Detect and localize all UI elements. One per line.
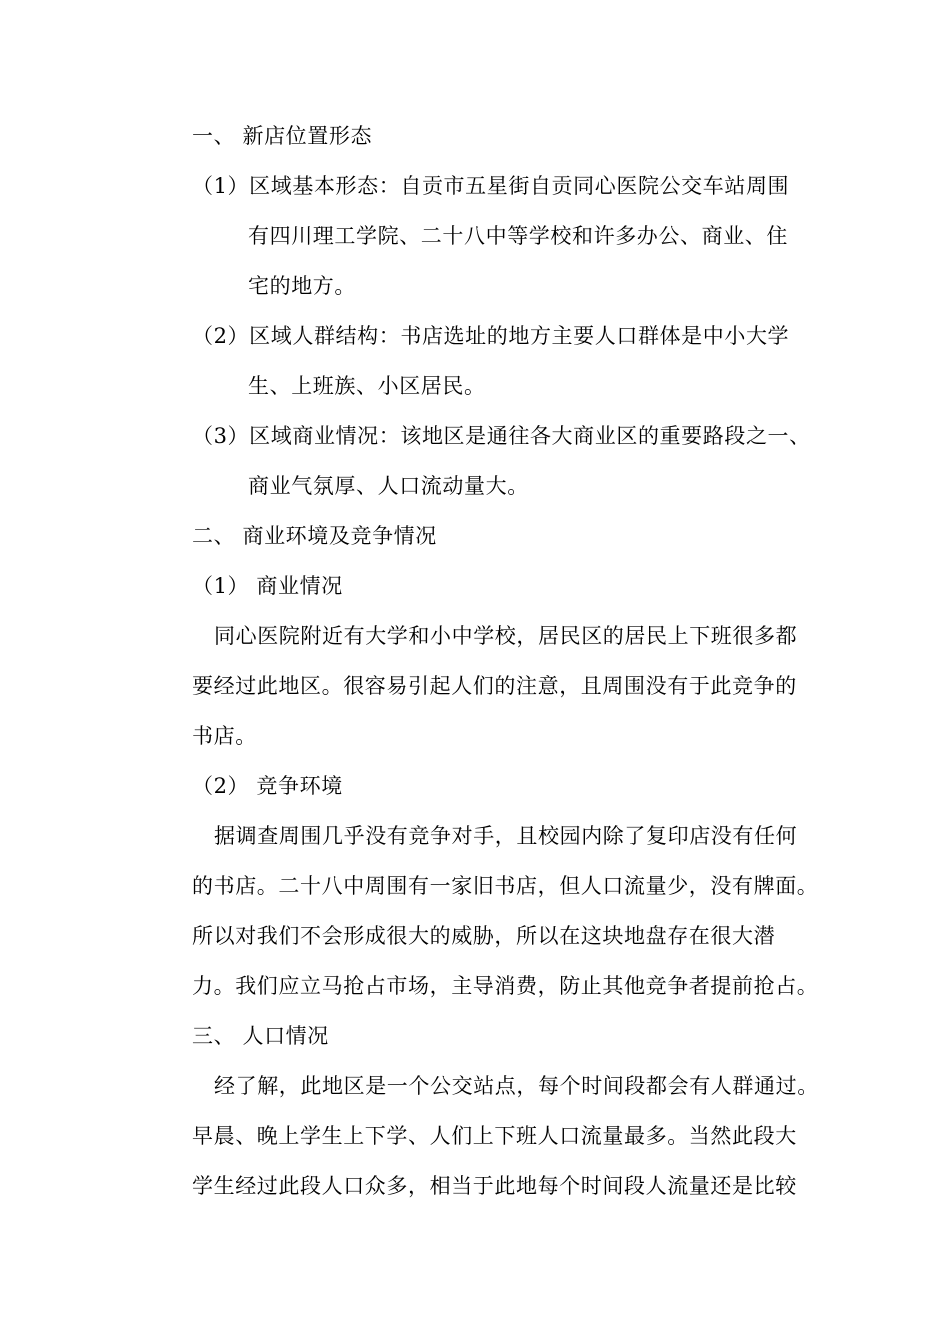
subheading-2-2: （2） 竞争环境 — [192, 774, 343, 798]
paragraph-2-1: 同心医院附近有大学和小中学校，居民区的居民上下班很多都 — [214, 624, 798, 648]
paragraph-2-2-line-2: 的书店。二十八中周围有一家旧书店，但人口流量少，没有牌面。 — [192, 874, 819, 898]
list-item-1-3: （3）区域商业情况：该地区是通往各大商业区的重要路段之一、 — [192, 424, 811, 448]
paragraph-2-2: 据调查周围几乎没有竞争对手，且校园内除了复印店没有任何 — [214, 824, 798, 848]
paragraph-2-2-line-4: 力。我们应立马抢占市场，主导消费，防止其他竞争者提前抢占。 — [192, 974, 819, 998]
paragraph-2-1-line-3: 书店。 — [192, 724, 257, 748]
subheading-2-1: （1） 商业情况 — [192, 574, 343, 598]
list-item-1-1-cont: 有四川理工学院、二十八中等学校和许多办公、商业、住 — [248, 224, 788, 248]
section-heading-2: 二、 商业环境及竞争情况 — [192, 524, 437, 548]
list-item-1-2-cont: 生、上班族、小区居民。 — [248, 374, 486, 398]
list-item-1-2: （2）区域人群结构：书店选址的地方主要人口群体是中小大学 — [192, 324, 790, 348]
paragraph-3: 经了解，此地区是一个公交站点，每个时间段都会有人群通过。 — [214, 1074, 819, 1098]
paragraph-3-line-2: 早晨、晚上学生上下学、人们上下班人口流量最多。当然此段大 — [192, 1124, 797, 1148]
list-item-1-1-cont-2: 宅的地方。 — [248, 274, 356, 298]
list-item-1-3-cont: 商业气氛厚、人口流动量大。 — [248, 474, 529, 498]
paragraph-2-1-line-2: 要经过此地区。很容易引起人们的注意，且周围没有于此竞争的 — [192, 674, 797, 698]
list-item-1-1: （1）区域基本形态：自贡市五星街自贡同心医院公交车站周围 — [192, 174, 790, 198]
section-heading-1: 一、 新店位置形态 — [192, 124, 373, 148]
paragraph-3-line-3: 学生经过此段人口众多，相当于此地每个时间段人流量还是比较 — [192, 1174, 797, 1198]
paragraph-2-2-line-3: 所以对我们不会形成很大的威胁，所以在这块地盘存在很大潜 — [192, 924, 776, 948]
section-heading-3: 三、 人口情况 — [192, 1024, 329, 1048]
